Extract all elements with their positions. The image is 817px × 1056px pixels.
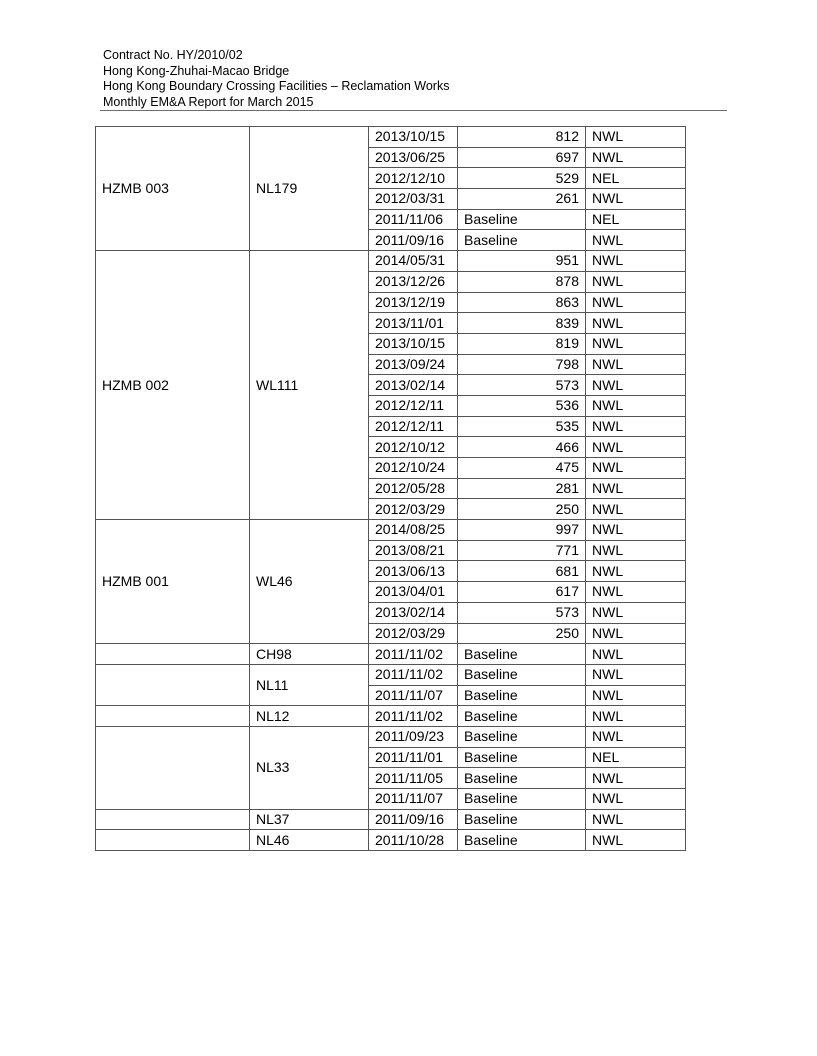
date-cell: 2011/10/28 (369, 830, 458, 851)
header-divider (100, 110, 727, 111)
point-cell: WL111 (250, 251, 369, 520)
point-cell: NL46 (250, 830, 369, 851)
project-name: Hong Kong-Zhuhai-Macao Bridge (103, 63, 290, 78)
value-cell: Baseline (458, 685, 586, 706)
value-cell: 535 (458, 416, 586, 437)
value-cell: 997 (458, 520, 586, 541)
value-cell: 250 (458, 623, 586, 644)
date-cell: 2013/12/26 (369, 271, 458, 292)
value-cell: 475 (458, 458, 586, 479)
value-cell: Baseline (458, 768, 586, 789)
value-cell: 839 (458, 313, 586, 334)
station-cell (96, 726, 250, 809)
date-cell: 2013/12/19 (369, 292, 458, 313)
direction-cell: NEL (586, 168, 686, 189)
value-cell: Baseline (458, 664, 586, 685)
date-cell: 2012/12/10 (369, 168, 458, 189)
table-row (96, 830, 686, 851)
direction-cell: NWL (586, 830, 686, 851)
value-cell: 812 (458, 127, 586, 148)
station-cell (96, 830, 250, 851)
point-cell: WL46 (250, 520, 369, 644)
date-cell: 2013/06/13 (369, 561, 458, 582)
date-cell: 2012/10/24 (369, 458, 458, 479)
date-cell: 2011/11/02 (369, 664, 458, 685)
direction-cell: NEL (586, 209, 686, 230)
contract-number: Contract No. HY/2010/02 (103, 48, 243, 62)
direction-cell: NWL (586, 602, 686, 623)
date-cell: 2012/05/28 (369, 478, 458, 499)
value-cell: 697 (458, 147, 586, 168)
date-cell: 2013/10/15 (369, 333, 458, 354)
direction-cell: NWL (586, 706, 686, 727)
value-cell: Baseline (458, 706, 586, 727)
point-cell: NL33 (250, 726, 369, 809)
direction-cell: NWL (586, 147, 686, 168)
direction-cell: NWL (586, 499, 686, 520)
direction-cell: NWL (586, 644, 686, 665)
station-cell (96, 706, 250, 727)
table-row (96, 809, 686, 830)
table-row (96, 664, 686, 685)
value-cell: 951 (458, 251, 586, 272)
point-cell: NL179 (250, 127, 369, 251)
direction-cell: NWL (586, 623, 686, 644)
date-cell: 2011/09/16 (369, 809, 458, 830)
table-row (96, 251, 686, 272)
page-header (103, 48, 449, 110)
value-cell: 617 (458, 582, 586, 603)
date-cell: 2013/10/15 (369, 127, 458, 148)
date-cell: 2013/02/14 (369, 375, 458, 396)
value-cell: Baseline (458, 230, 586, 251)
direction-cell: NWL (586, 582, 686, 603)
direction-cell: NWL (586, 520, 686, 541)
date-cell: 2013/04/01 (369, 582, 458, 603)
value-cell: Baseline (458, 747, 586, 768)
value-cell: Baseline (458, 726, 586, 747)
date-cell: 2011/11/05 (369, 768, 458, 789)
table-row (96, 127, 686, 148)
station-cell: HZMB 003 (96, 127, 250, 251)
value-cell: 573 (458, 602, 586, 623)
direction-cell: NWL (586, 561, 686, 582)
value-cell: 863 (458, 292, 586, 313)
direction-cell: NWL (586, 189, 686, 210)
value-cell: 878 (458, 271, 586, 292)
direction-cell: NEL (586, 747, 686, 768)
table-row (96, 520, 686, 541)
date-cell: 2014/05/31 (369, 251, 458, 272)
point-cell: CH98 (250, 644, 369, 665)
direction-cell: NWL (586, 292, 686, 313)
direction-cell: NWL (586, 458, 686, 479)
date-cell: 2012/10/12 (369, 437, 458, 458)
direction-cell: NWL (586, 664, 686, 685)
value-cell: 261 (458, 189, 586, 210)
station-cell (96, 664, 250, 705)
direction-cell: NWL (586, 789, 686, 810)
date-cell: 2013/06/25 (369, 147, 458, 168)
value-cell: 819 (458, 333, 586, 354)
direction-cell: NWL (586, 313, 686, 334)
monitoring-table (95, 126, 686, 851)
date-cell: 2012/12/11 (369, 416, 458, 437)
point-cell: NL11 (250, 664, 369, 705)
project-subtitle: Hong Kong Boundary Crossing Facilities – Reclamation Works (103, 79, 450, 93)
value-cell: Baseline (458, 809, 586, 830)
date-cell: 2011/11/02 (369, 706, 458, 727)
date-cell: 2011/11/07 (369, 789, 458, 810)
value-cell: 529 (458, 168, 586, 189)
date-cell: 2012/03/31 (369, 189, 458, 210)
direction-cell: NWL (586, 127, 686, 148)
table-row (96, 644, 686, 665)
direction-cell: NWL (586, 416, 686, 437)
value-cell: Baseline (458, 209, 586, 230)
report-title: Monthly EM&A Report for March 2015 (103, 94, 314, 109)
value-cell: 250 (458, 499, 586, 520)
date-cell: 2011/09/16 (369, 230, 458, 251)
table-row (96, 726, 686, 747)
value-cell: 681 (458, 561, 586, 582)
table-body (96, 127, 686, 851)
date-cell: 2011/11/06 (369, 209, 458, 230)
direction-cell: NWL (586, 333, 686, 354)
table-row (96, 706, 686, 727)
value-cell: 771 (458, 540, 586, 561)
direction-cell: NWL (586, 478, 686, 499)
date-cell: 2013/09/24 (369, 354, 458, 375)
date-cell: 2011/09/23 (369, 726, 458, 747)
value-cell: 281 (458, 478, 586, 499)
value-cell: 466 (458, 437, 586, 458)
date-cell: 2014/08/25 (369, 520, 458, 541)
station-cell (96, 809, 250, 830)
direction-cell: NWL (586, 251, 686, 272)
direction-cell: NWL (586, 375, 686, 396)
date-cell: 2013/02/14 (369, 602, 458, 623)
direction-cell: NWL (586, 809, 686, 830)
point-cell: NL12 (250, 706, 369, 727)
point-cell: NL37 (250, 809, 369, 830)
direction-cell: NWL (586, 540, 686, 561)
date-cell: 2011/11/07 (369, 685, 458, 706)
value-cell: Baseline (458, 830, 586, 851)
direction-cell: NWL (586, 768, 686, 789)
date-cell: 2013/08/21 (369, 540, 458, 561)
value-cell: 798 (458, 354, 586, 375)
station-cell (96, 644, 250, 665)
direction-cell: NWL (586, 685, 686, 706)
date-cell: 2011/11/01 (369, 747, 458, 768)
value-cell: Baseline (458, 644, 586, 665)
date-cell: 2012/03/29 (369, 623, 458, 644)
direction-cell: NWL (586, 271, 686, 292)
direction-cell: NWL (586, 437, 686, 458)
value-cell: Baseline (458, 789, 586, 810)
direction-cell: NWL (586, 395, 686, 416)
date-cell: 2013/11/01 (369, 313, 458, 334)
value-cell: 573 (458, 375, 586, 396)
value-cell: 536 (458, 395, 586, 416)
date-cell: 2011/11/02 (369, 644, 458, 665)
date-cell: 2012/12/11 (369, 395, 458, 416)
direction-cell: NWL (586, 354, 686, 375)
station-cell: HZMB 001 (96, 520, 250, 644)
date-cell: 2012/03/29 (369, 499, 458, 520)
station-cell: HZMB 002 (96, 251, 250, 520)
direction-cell: NWL (586, 230, 686, 251)
direction-cell: NWL (586, 726, 686, 747)
